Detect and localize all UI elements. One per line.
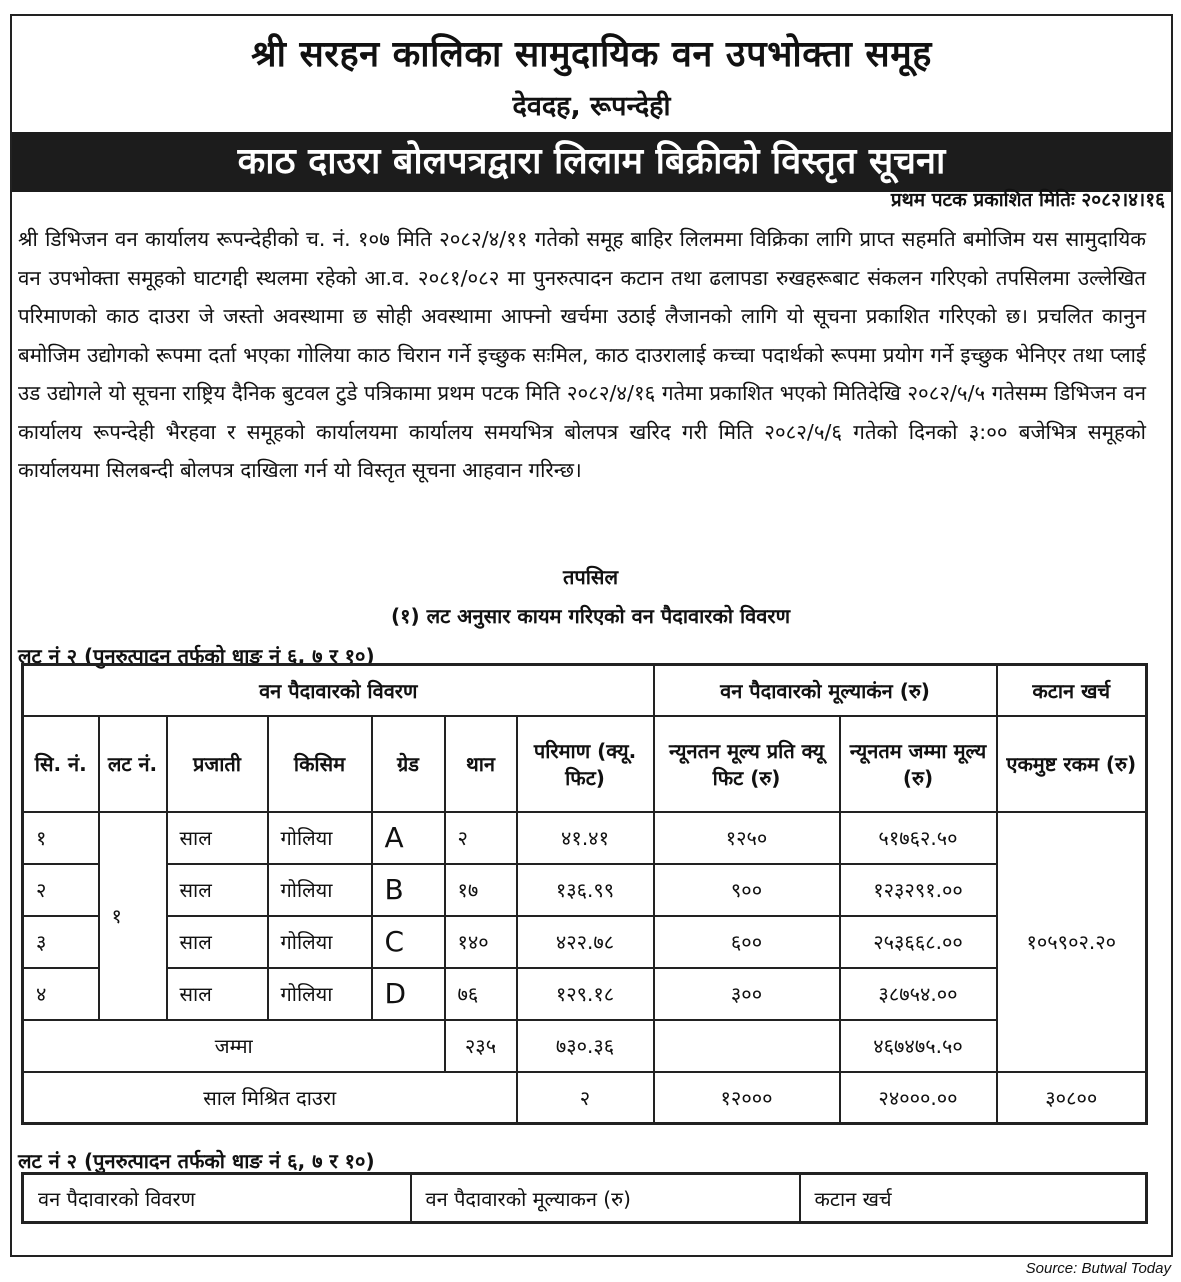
cell-type: गोलिया	[268, 812, 372, 864]
col-header-lump-sum: एकमुष्ट रकम (रु)	[997, 716, 1147, 812]
tapasil-heading: तपसिल	[562, 565, 619, 589]
col-header-total: न्यूनतम जम्मा मूल्य (रु)	[840, 716, 997, 812]
cell-volume: ४२२.७८	[517, 916, 654, 968]
firewood-row	[23, 1072, 1147, 1124]
col-header-grade: ग्रेड	[372, 716, 445, 812]
col-header-species: प्रजाती	[167, 716, 268, 812]
cell-species: साल	[167, 812, 268, 864]
cell-grade: A	[372, 812, 445, 864]
cell-volume: १२९.१८	[517, 968, 654, 1020]
cell-type: गोलिया	[268, 968, 372, 1020]
cell-total: २५३६६८.००	[840, 916, 997, 968]
cell-count: १७	[445, 864, 517, 916]
cell-lot: १	[99, 812, 167, 1020]
cell-rate: १२५०	[654, 812, 840, 864]
source-credit: Source: Butwal Today	[1025, 1260, 1171, 1277]
notice-paragraph: श्री डिभिजन वन कार्यालय रूपन्देहीको च. नं. १०७ मिति २०८२/४/११ गतेको समूह बाहिर लिलममा विक्रिका लागि प्राप्त सहमति बमोजिम यस सामुदायिक वन उपभोक्ता समूहको घाटगद्दी स्थलमा रहेको आ.व. २०८१/०८२ मा पुनरुत्पादन कटान तथा ढलापडा रुखहरूबाट संकलन गरिएको तपसिलमा उल्लेखित परिमाणको काठ दाउरा जे जस्तो अवस्थामा छ सोही अवस्थामा आफ्नो खर्चमा उठाई लैजानको लागि यो सूचना प्रकाशित गरिएको छ। प्रचलित कानुन बमोजिम उद्योगको रूपमा दर्ता भएका गोलिया काठ चिरान गर्ने इच्छुक सःमिल, काठ दाउरालाई कच्चा पदार्थको रूपमा प्रयोग गर्ने इच्छुक भेनिएर तथा प्लाई उड उद्योगले यो सूचना राष्ट्रिय दैनिक बुटवल टुडे पत्रिकामा प्रथम पटक मिति २०८२/४/१६ गतेमा प्रकाशित भएको मितिदेखि २०८२/५/५ गतेसम्म डिभिजन वन कार्यालय रूपन्देही भैरहवा र समूहको कार्यालयमा कार्यालय समयभित्र बोलपत्र खरिद गरी मिति २०८२/५/६ गतेको दिनको ३:०० बजेभित्र समूहको कार्यालयमा सिलबन्दी बोलपत्र दाखिला गर्न यो विस्तृत सूचना आहवान गरिन्छ।	[18, 227, 1146, 482]
lot2-table	[21, 1172, 1148, 1224]
cell-grade: C	[372, 916, 445, 968]
firewood-volume: २	[517, 1072, 654, 1124]
cell-total: ५१७६२.५०	[840, 812, 997, 864]
cell-volume: ४१.४१	[517, 812, 654, 864]
table-row	[23, 916, 1147, 968]
cell-species: साल	[167, 916, 268, 968]
col-header-lot: लट नं.	[99, 716, 167, 812]
cell-count: २	[445, 812, 517, 864]
cell-type: गोलिया	[268, 864, 372, 916]
cell-sn: १	[23, 812, 99, 864]
cell-species: साल	[167, 968, 268, 1020]
cell-lump-sum: १०५९०२.२०	[997, 812, 1147, 1072]
col-header-type: किसिम	[268, 716, 372, 812]
col-header-volume: परिमाण (क्यू. फिट)	[517, 716, 654, 812]
publish-date: प्रथम पटक प्रकाशित मितिः २०८२।४।१६	[890, 189, 1165, 211]
total-amount: ४६७४७५.५०	[840, 1020, 997, 1072]
notice-title: काठ दाउरा बोलपत्रद्वारा लिलाम बिक्रीको विस्तृत सूचना	[12, 132, 1171, 192]
table-row	[23, 968, 1147, 1020]
organization-name: श्री सरहन कालिका सामुदायिक वन उपभोक्ता समूह	[251, 34, 932, 75]
cell-rate: ३००	[654, 968, 840, 1020]
lot2-cutting: कटान खर्च	[800, 1174, 1147, 1223]
total-label: जम्मा	[23, 1020, 445, 1072]
group-header-cutting: कटान खर्च	[997, 665, 1147, 716]
firewood-rate: १२०००	[654, 1072, 840, 1124]
cell-sn: ३	[23, 916, 99, 968]
group-header-valuation: वन पैदावारको मूल्याकंन (रु)	[654, 665, 997, 716]
lot2-description: वन पैदावारको विवरण	[23, 1174, 411, 1223]
organization-address: देवदह, रूपन्देही	[512, 91, 671, 122]
cell-total: १२३२९१.००	[840, 864, 997, 916]
total-volume: ७३०.३६	[517, 1020, 654, 1072]
lot2-label: लट नं २ (पुनरुत्पादन तर्फको धाङ नं ६, ७ र १०)	[18, 1149, 375, 1173]
lot-label: लट नं २ (पुनरुत्पादन तर्फको धाङ नं ६, ७ र १०)	[18, 644, 375, 668]
table-row	[23, 864, 1147, 916]
firewood-label: साल मिश्रित दाउरा	[23, 1072, 517, 1124]
total-count: २३५	[445, 1020, 517, 1072]
lot-table	[21, 663, 1148, 1125]
cell-grade: D	[372, 968, 445, 1020]
col-header-rate: न्यूनतन मूल्य प्रति क्यू फिट (रु)	[654, 716, 840, 812]
cell-rate: ९००	[654, 864, 840, 916]
section-title: (१) लट अनुसार कायम गरिएको वन पैदावारको विवरण	[390, 604, 791, 628]
cell-total: ३८७५४.००	[840, 968, 997, 1020]
cell-sn: ४	[23, 968, 99, 1020]
cell-grade: B	[372, 864, 445, 916]
table-row	[23, 812, 1147, 864]
firewood-total: २४०००.००	[840, 1072, 997, 1124]
group-header-description: वन पैदावारको विवरण	[23, 665, 654, 716]
firewood-cutting: ३०८००	[997, 1072, 1147, 1124]
cell-rate: ६००	[654, 916, 840, 968]
col-header-count: थान	[445, 716, 517, 812]
cell-type: गोलिया	[268, 916, 372, 968]
cell-species: साल	[167, 864, 268, 916]
cell-count: ७६	[445, 968, 517, 1020]
cell-count: १४०	[445, 916, 517, 968]
total-rate-empty	[654, 1020, 840, 1072]
total-row	[23, 1020, 1147, 1072]
cell-sn: २	[23, 864, 99, 916]
col-header-sn: सि. नं.	[23, 716, 99, 812]
cell-volume: १३६.९९	[517, 864, 654, 916]
lot2-valuation: वन पैदावारको मूल्याकन (रु)	[411, 1174, 800, 1223]
